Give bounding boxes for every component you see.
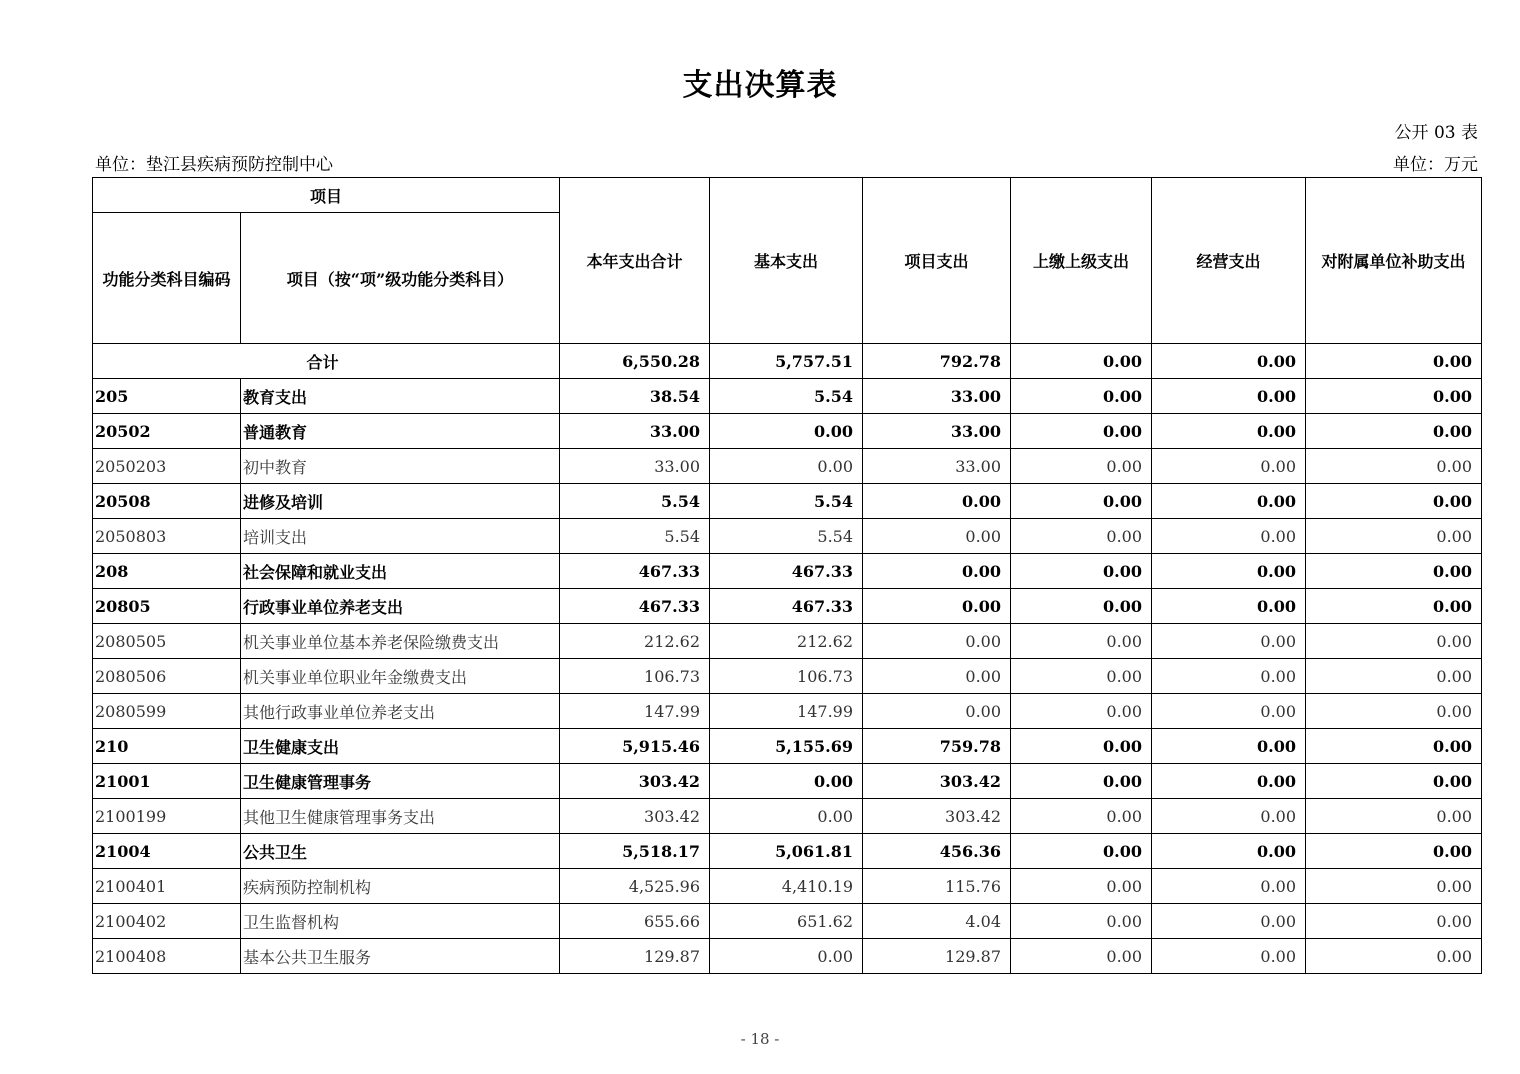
row-value: 129.87 [863, 939, 1011, 974]
row-name: 基本公共卫生服务 [241, 939, 560, 974]
row-value: 4,525.96 [560, 869, 710, 904]
item-header: 项目 [93, 178, 560, 213]
row-code: 2100401 [93, 869, 241, 904]
total-header: 本年支出合计 [560, 178, 710, 344]
row-name: 其他卫生健康管理事务支出 [241, 799, 560, 834]
page-number: - 18 - [740, 1030, 780, 1048]
row-value: 0.00 [1152, 764, 1306, 799]
row-value: 0.00 [1306, 554, 1482, 589]
row-value: 0.00 [1152, 624, 1306, 659]
row-value: 147.99 [560, 694, 710, 729]
table-row [93, 939, 1482, 974]
row-value: 0.00 [1152, 939, 1306, 974]
row-value: 0.00 [1306, 519, 1482, 554]
row-value: 0.00 [710, 449, 863, 484]
row-value: 106.73 [710, 659, 863, 694]
project-header: 项目支出 [863, 178, 1011, 344]
row-code: 2050803 [93, 519, 241, 554]
row-value: 0.00 [1152, 379, 1306, 414]
reporting-unit: 单位：垫江县疾病预防控制中心 [95, 155, 333, 175]
row-value: 0.00 [1306, 869, 1482, 904]
total-cell: 6,550.28 [560, 344, 710, 379]
name-header: 项目（按“项”级功能分类科目） [241, 213, 560, 344]
row-code: 208 [93, 554, 241, 589]
row-value: 33.00 [863, 414, 1011, 449]
row-value: 0.00 [1152, 869, 1306, 904]
table-row [93, 659, 1482, 694]
row-value: 0.00 [863, 624, 1011, 659]
row-value: 33.00 [863, 449, 1011, 484]
row-value: 0.00 [1306, 379, 1482, 414]
row-value: 0.00 [1011, 694, 1152, 729]
row-value: 0.00 [1011, 624, 1152, 659]
row-value: 0.00 [1306, 834, 1482, 869]
row-value: 0.00 [1306, 694, 1482, 729]
row-value: 0.00 [1011, 379, 1152, 414]
row-value: 0.00 [1306, 904, 1482, 939]
row-value: 212.62 [560, 624, 710, 659]
row-value: 0.00 [1011, 589, 1152, 624]
row-value: 0.00 [1011, 939, 1152, 974]
row-value: 655.66 [560, 904, 710, 939]
code-header: 功能分类科目编码 [93, 213, 241, 344]
row-value: 5,061.81 [710, 834, 863, 869]
row-value: 0.00 [1011, 904, 1152, 939]
row-value: 0.00 [1011, 414, 1152, 449]
row-value: 467.33 [710, 589, 863, 624]
row-value: 456.36 [863, 834, 1011, 869]
row-name: 初中教育 [241, 449, 560, 484]
table-row [93, 589, 1482, 624]
row-value: 5,915.46 [560, 729, 710, 764]
row-value: 0.00 [1306, 799, 1482, 834]
page-title: 支出决算表 [682, 68, 838, 103]
row-name: 疾病预防控制机构 [241, 869, 560, 904]
row-value: 0.00 [1306, 589, 1482, 624]
row-value: 0.00 [710, 799, 863, 834]
row-code: 205 [93, 379, 241, 414]
row-value: 0.00 [1011, 764, 1152, 799]
row-value: 0.00 [1306, 624, 1482, 659]
row-value: 5,518.17 [560, 834, 710, 869]
row-name: 普通教育 [241, 414, 560, 449]
row-value: 0.00 [1011, 449, 1152, 484]
row-name: 进修及培训 [241, 484, 560, 519]
row-value: 303.42 [560, 764, 710, 799]
row-value: 0.00 [710, 939, 863, 974]
row-name: 卫生健康支出 [241, 729, 560, 764]
row-value: 759.78 [863, 729, 1011, 764]
row-value: 0.00 [1306, 764, 1482, 799]
table-row [93, 624, 1482, 659]
row-value: 0.00 [710, 414, 863, 449]
row-value: 0.00 [1152, 904, 1306, 939]
row-value: 0.00 [863, 659, 1011, 694]
row-value: 5.54 [560, 484, 710, 519]
row-value: 0.00 [863, 589, 1011, 624]
row-code: 2050203 [93, 449, 241, 484]
total-cell: 5,757.51 [710, 344, 863, 379]
table-row [93, 729, 1482, 764]
total-cell: 0.00 [1011, 344, 1152, 379]
currency-unit: 单位：万元 [1393, 155, 1478, 175]
row-value: 0.00 [1306, 939, 1482, 974]
row-name: 社会保障和就业支出 [241, 554, 560, 589]
row-value: 0.00 [1011, 659, 1152, 694]
row-name: 其他行政事业单位养老支出 [241, 694, 560, 729]
table-row [93, 904, 1482, 939]
row-value: 467.33 [560, 554, 710, 589]
table-row [93, 694, 1482, 729]
row-value: 467.33 [560, 589, 710, 624]
row-code: 2100199 [93, 799, 241, 834]
row-value: 5,155.69 [710, 729, 863, 764]
upper-header: 上缴上级支出 [1011, 178, 1152, 344]
table-row [93, 869, 1482, 904]
row-value: 0.00 [1152, 589, 1306, 624]
row-value: 115.76 [863, 869, 1011, 904]
row-value: 0.00 [1152, 484, 1306, 519]
row-value: 0.00 [1306, 449, 1482, 484]
subsidy-header: 对附属单位补助支出 [1306, 178, 1482, 344]
row-value: 5.54 [560, 519, 710, 554]
row-value: 5.54 [710, 484, 863, 519]
row-name: 行政事业单位养老支出 [241, 589, 560, 624]
total-cell: 792.78 [863, 344, 1011, 379]
row-value: 5.54 [710, 379, 863, 414]
table-row [93, 449, 1482, 484]
row-name: 机关事业单位职业年金缴费支出 [241, 659, 560, 694]
basic-header: 基本支出 [710, 178, 863, 344]
table-row [93, 554, 1482, 589]
row-value: 0.00 [1152, 659, 1306, 694]
total-cell: 0.00 [1152, 344, 1306, 379]
row-code: 2080506 [93, 659, 241, 694]
total-label: 合计 [93, 344, 560, 379]
table-row [93, 379, 1482, 414]
row-value: 0.00 [1011, 799, 1152, 834]
row-value: 0.00 [1306, 484, 1482, 519]
row-value: 33.00 [863, 379, 1011, 414]
row-value: 33.00 [560, 414, 710, 449]
row-value: 5.54 [710, 519, 863, 554]
row-value: 0.00 [710, 764, 863, 799]
row-value: 0.00 [863, 554, 1011, 589]
row-value: 33.00 [560, 449, 710, 484]
row-value: 303.42 [863, 799, 1011, 834]
row-value: 303.42 [560, 799, 710, 834]
row-value: 0.00 [1011, 834, 1152, 869]
table-row [93, 764, 1482, 799]
table-row [93, 484, 1482, 519]
row-value: 212.62 [710, 624, 863, 659]
row-value: 0.00 [1152, 414, 1306, 449]
row-value: 0.00 [1306, 659, 1482, 694]
row-value: 0.00 [1152, 729, 1306, 764]
row-name: 公共卫生 [241, 834, 560, 869]
table-number: 公开 03 表 [1394, 123, 1478, 143]
row-value: 0.00 [1306, 414, 1482, 449]
row-value: 0.00 [1011, 484, 1152, 519]
row-value: 0.00 [1152, 799, 1306, 834]
row-value: 0.00 [1152, 554, 1306, 589]
row-value: 0.00 [1152, 519, 1306, 554]
table-row [93, 799, 1482, 834]
row-value: 0.00 [1011, 554, 1152, 589]
total-row [93, 344, 1482, 379]
row-name: 培训支出 [241, 519, 560, 554]
row-name: 机关事业单位基本养老保险缴费支出 [241, 624, 560, 659]
row-value: 4.04 [863, 904, 1011, 939]
row-code: 2100402 [93, 904, 241, 939]
row-value: 0.00 [863, 484, 1011, 519]
row-code: 21004 [93, 834, 241, 869]
row-value: 303.42 [863, 764, 1011, 799]
row-value: 0.00 [863, 694, 1011, 729]
expenditure-table [92, 177, 1482, 974]
row-code: 20805 [93, 589, 241, 624]
table-row [93, 519, 1482, 554]
row-value: 147.99 [710, 694, 863, 729]
row-value: 38.54 [560, 379, 710, 414]
row-value: 0.00 [1152, 694, 1306, 729]
row-value: 0.00 [1306, 729, 1482, 764]
total-cell: 0.00 [1306, 344, 1482, 379]
row-code: 21001 [93, 764, 241, 799]
row-name: 教育支出 [241, 379, 560, 414]
row-value: 129.87 [560, 939, 710, 974]
row-code: 20508 [93, 484, 241, 519]
row-code: 2080505 [93, 624, 241, 659]
row-value: 0.00 [1152, 834, 1306, 869]
row-value: 467.33 [710, 554, 863, 589]
row-name: 卫生监督机构 [241, 904, 560, 939]
row-code: 2080599 [93, 694, 241, 729]
row-value: 0.00 [1011, 519, 1152, 554]
row-value: 0.00 [1011, 869, 1152, 904]
row-code: 2100408 [93, 939, 241, 974]
table-row [93, 834, 1482, 869]
row-value: 651.62 [710, 904, 863, 939]
row-name: 卫生健康管理事务 [241, 764, 560, 799]
table-row [93, 414, 1482, 449]
row-code: 20502 [93, 414, 241, 449]
row-value: 106.73 [560, 659, 710, 694]
row-value: 0.00 [1011, 729, 1152, 764]
row-value: 0.00 [1152, 449, 1306, 484]
row-code: 210 [93, 729, 241, 764]
business-header: 经营支出 [1152, 178, 1306, 344]
row-value: 4,410.19 [710, 869, 863, 904]
row-value: 0.00 [863, 519, 1011, 554]
